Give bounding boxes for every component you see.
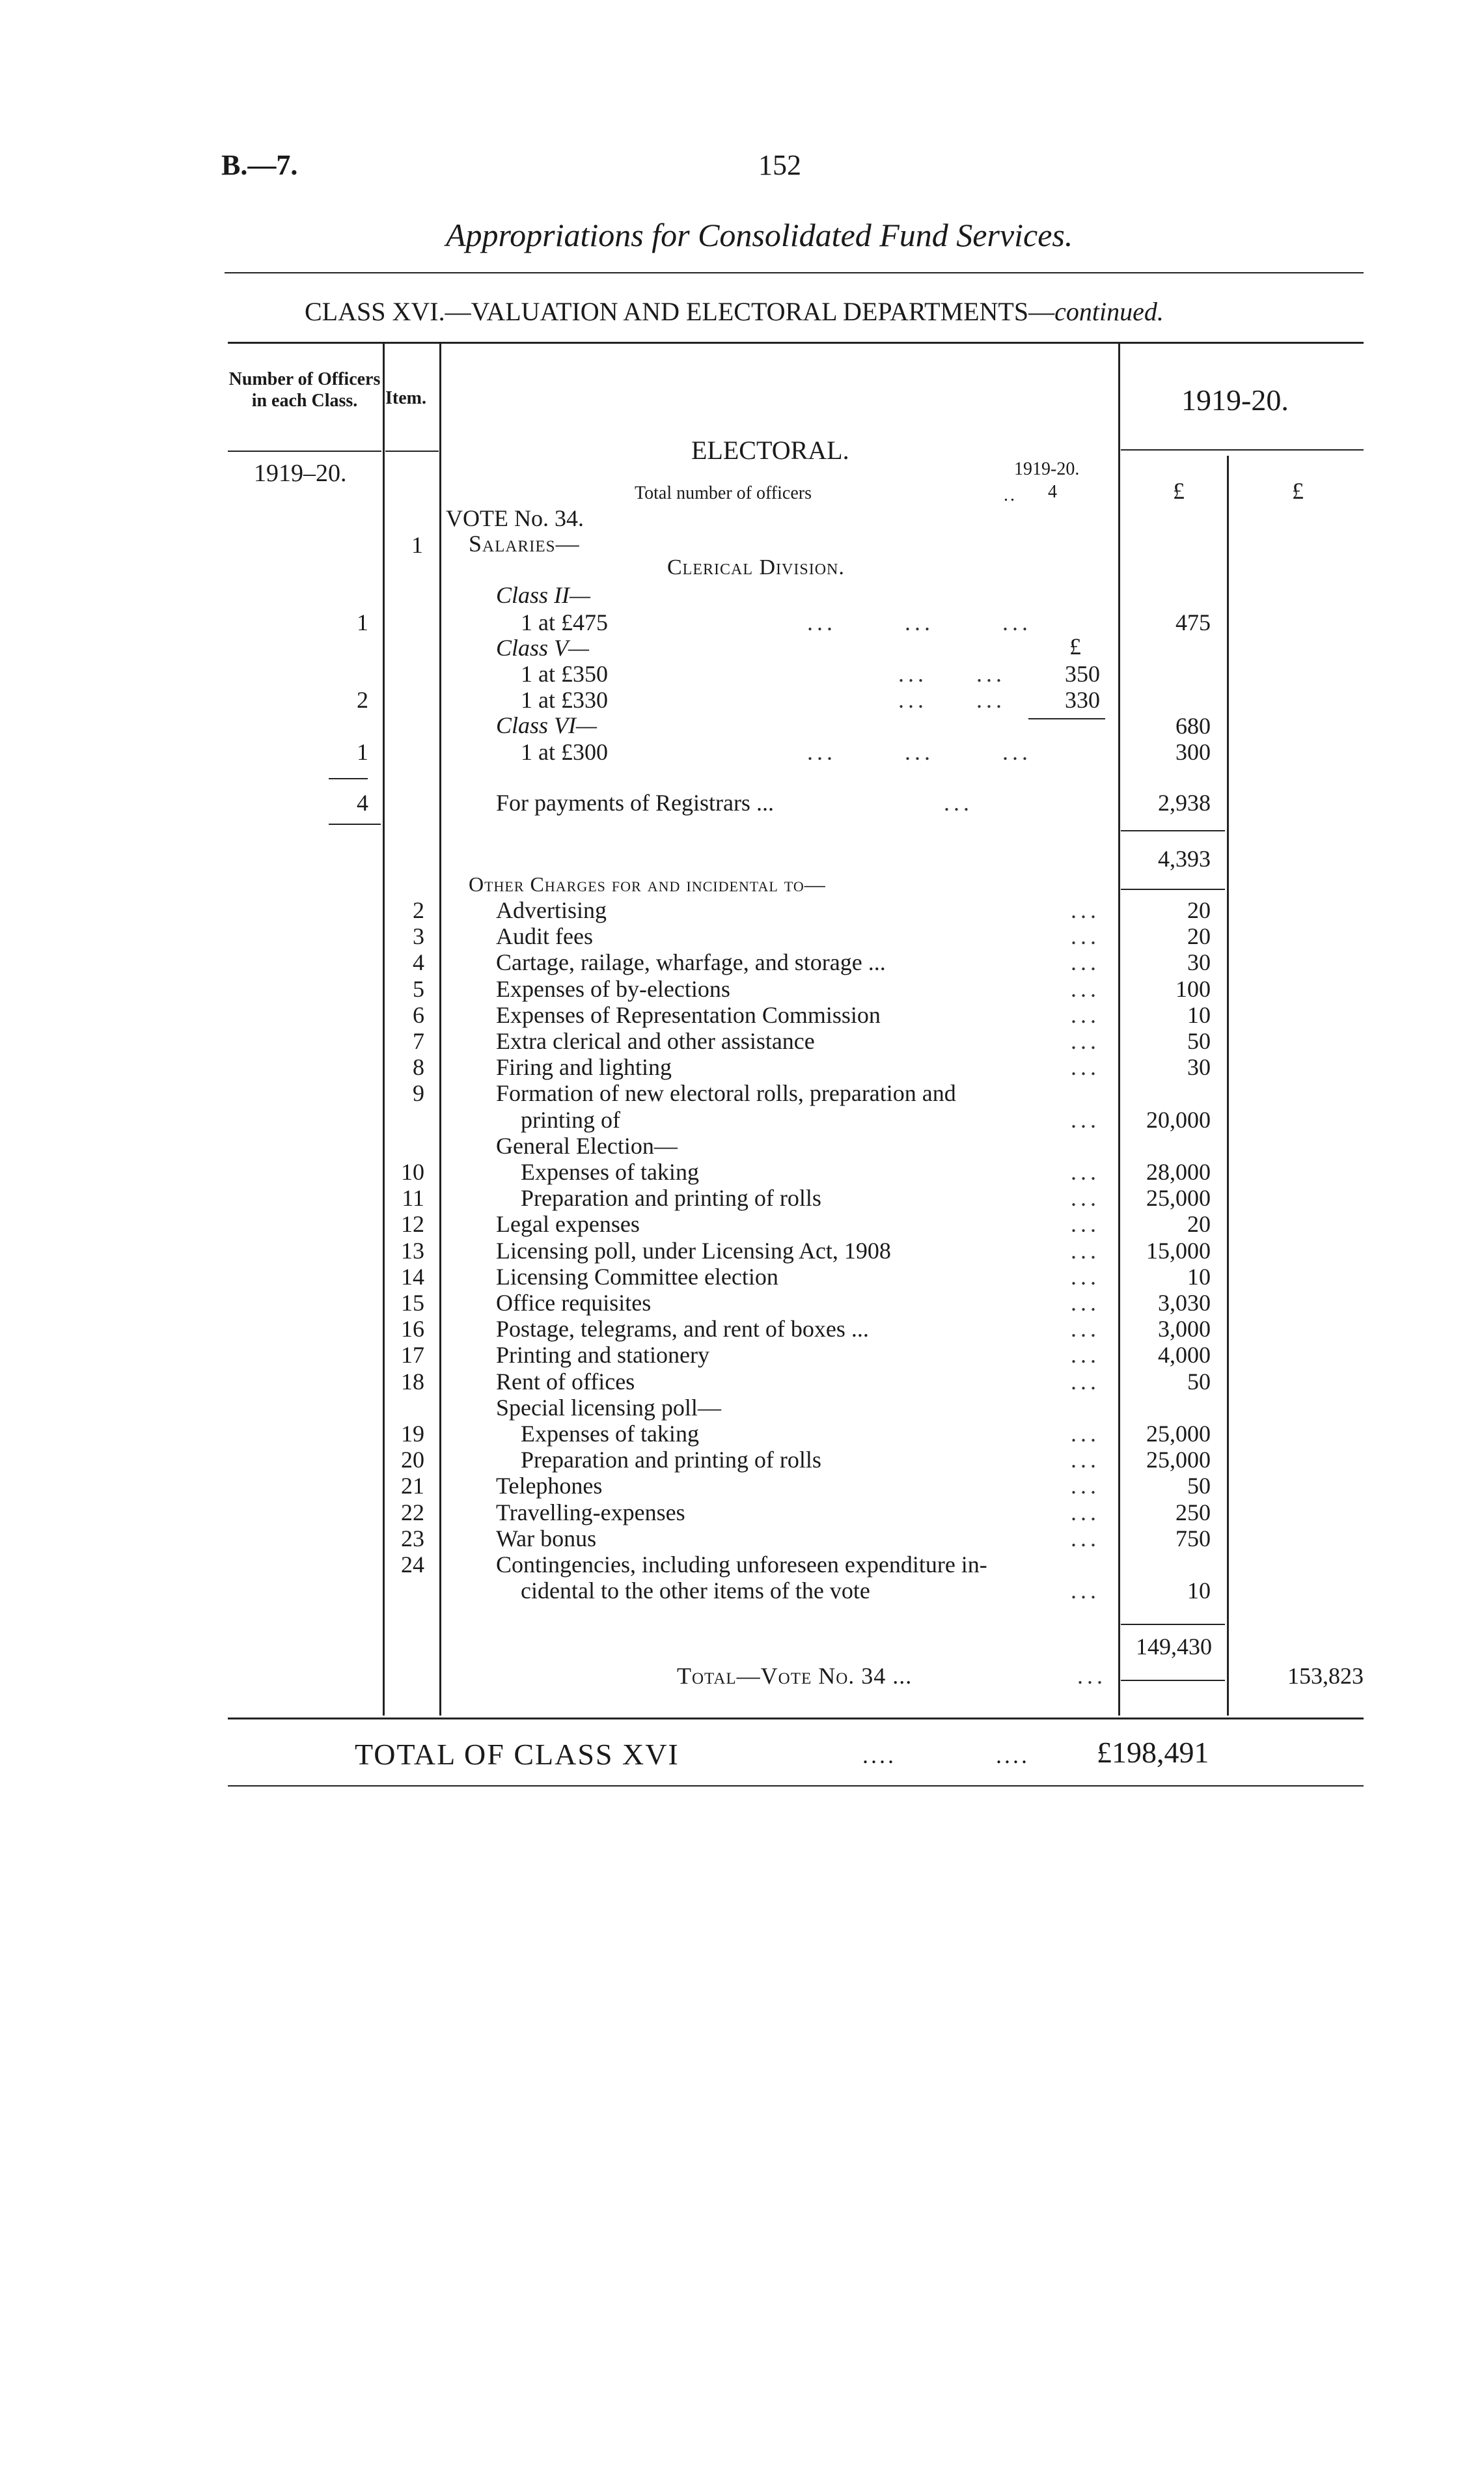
- charge-label: Preparation and printing of rolls: [521, 1447, 821, 1473]
- salaries-total-rule: [1121, 830, 1225, 831]
- leader-dots: ... ... ...: [807, 609, 1032, 635]
- salaries-label: Salaries—: [469, 531, 580, 557]
- class5-total: 680: [1175, 713, 1211, 739]
- leader-dots: ...: [1071, 1238, 1100, 1264]
- class5-rate-a: 1 at £350: [521, 661, 608, 687]
- charge-value: 30: [1187, 1054, 1211, 1080]
- charge-label: Advertising: [496, 897, 607, 923]
- charge-value: 10: [1187, 1002, 1211, 1028]
- officers-header-rule: [228, 451, 381, 452]
- leader-dots: ...: [1077, 1663, 1106, 1689]
- charge-label: General Election—: [496, 1133, 678, 1159]
- charges-start-rule: [1121, 889, 1225, 890]
- year-column-header: 1919-20.: [1181, 383, 1289, 417]
- class-title-suffix: continued.: [1054, 297, 1164, 326]
- page-bottom-rule: [228, 1785, 1364, 1787]
- leader-dots: ...: [1071, 1421, 1100, 1447]
- charge-label: Special licensing poll—: [496, 1395, 721, 1421]
- officers-total-rule: [329, 824, 381, 825]
- vote-total-rule: [1121, 1680, 1225, 1681]
- table-top-rule: [228, 342, 1364, 344]
- charge-value: 50: [1187, 1369, 1211, 1395]
- class2-label: Class II—: [496, 582, 591, 608]
- charge-label: Expenses of taking: [521, 1159, 699, 1185]
- charge-item-number: 19: [401, 1421, 424, 1447]
- leader-dots: ...: [1071, 1369, 1100, 1395]
- charge-label: Audit fees: [496, 923, 593, 949]
- table-bottom-rule: [228, 1718, 1364, 1719]
- leader-dots: ...: [944, 790, 973, 816]
- leader-dots: ...: [1071, 1342, 1100, 1368]
- item-header-rule: [385, 451, 439, 452]
- total-officers-value: 4: [1048, 482, 1057, 502]
- salaries-item: 1: [411, 532, 423, 558]
- officers-year: 1919–20.: [254, 460, 347, 487]
- vote-title: VOTE No. 34.: [446, 505, 584, 531]
- charges-total: 149,430: [1136, 1634, 1212, 1660]
- charge-item-number: 18: [401, 1369, 424, 1395]
- leader-dots: ...: [1071, 1499, 1100, 1525]
- charge-value: 28,000: [1146, 1159, 1211, 1185]
- charge-value: 30: [1187, 949, 1211, 975]
- charge-item-number: 22: [401, 1499, 424, 1525]
- class-total-dots: ....: [996, 1742, 1030, 1768]
- charge-value: 20,000: [1146, 1107, 1211, 1133]
- year-header-rule: [1121, 449, 1364, 451]
- class-total-dots: ....: [862, 1742, 896, 1768]
- charge-item-number: 8: [413, 1054, 424, 1080]
- charge-label: cidental to the other items of the vote: [521, 1578, 870, 1604]
- charge-label: Expenses of Representation Commission: [496, 1002, 881, 1028]
- leader-dots: ...: [1071, 949, 1100, 975]
- leader-dots: ...: [1071, 1211, 1100, 1237]
- leader-dots: ...: [1071, 1473, 1100, 1499]
- charge-item-number: 15: [401, 1290, 424, 1316]
- charge-value: 3,000: [1158, 1316, 1211, 1342]
- charge-value: 3,030: [1158, 1290, 1211, 1316]
- class6-rate: 1 at £300: [521, 739, 608, 765]
- page-ref: B.—7.: [221, 149, 298, 181]
- officers-total: 4: [357, 790, 368, 816]
- charge-label: Firing and lighting: [496, 1054, 672, 1080]
- charge-value: 10: [1187, 1264, 1211, 1290]
- charge-label: Rent of offices: [496, 1369, 635, 1395]
- leader-dots: ...: [1071, 1002, 1100, 1028]
- officers-total-rule: [329, 778, 368, 779]
- charge-label: Postage, telegrams, and rent of boxes ...: [496, 1316, 869, 1342]
- charge-value: 4,000: [1158, 1342, 1211, 1368]
- charge-item-number: 11: [402, 1185, 424, 1211]
- class5-value-a: 350: [1065, 661, 1100, 687]
- charge-label: Contingencies, including unforeseen expenditure in-: [496, 1551, 987, 1578]
- charge-item-number: 16: [401, 1316, 424, 1342]
- charge-label: Expenses of taking: [521, 1421, 699, 1447]
- division-label: Clerical Division.: [667, 555, 845, 579]
- class2-value: 475: [1175, 609, 1211, 635]
- col-divider-amount: [1118, 342, 1120, 1716]
- class-title-text: CLASS XVI.—VALUATION AND ELECTORAL DEPARTMENTS—: [305, 297, 1055, 326]
- leader-dots: ...: [1071, 1447, 1100, 1473]
- total-officers-year: 1919-20.: [1014, 459, 1080, 479]
- page-heading: Appropriations for Consolidated Fund Services.: [446, 217, 1073, 253]
- total-officers-label: Total number of officers: [635, 483, 812, 503]
- class6-value: 300: [1175, 739, 1211, 765]
- class5-rate-b: 1 at £330: [521, 687, 608, 713]
- leader-dots: ...: [1071, 1028, 1100, 1054]
- item-column-header: Item.: [385, 388, 426, 408]
- class5-pound: £: [1069, 633, 1081, 660]
- charge-item-number: 7: [413, 1028, 424, 1054]
- charge-item-number: 12: [401, 1211, 424, 1237]
- class5-label: Class V—: [496, 635, 590, 661]
- charge-value: 25,000: [1146, 1185, 1211, 1211]
- charges-total-rule: [1121, 1624, 1225, 1625]
- charge-label: Licensing Committee election: [496, 1264, 778, 1290]
- leader-dots: ... ...: [898, 661, 1006, 687]
- col-divider-total: [1227, 456, 1229, 1716]
- charge-value: 25,000: [1146, 1421, 1211, 1447]
- charge-label: Legal expenses: [496, 1211, 640, 1237]
- charge-value: 15,000: [1146, 1238, 1211, 1264]
- class-total: £198,491: [1097, 1736, 1209, 1769]
- charge-item-number: 5: [413, 976, 424, 1002]
- class6-officers: 1: [357, 739, 368, 765]
- class2-rate: 1 at £475: [521, 609, 608, 635]
- charge-value: 50: [1187, 1473, 1211, 1499]
- charge-item-number: 21: [401, 1473, 424, 1499]
- leader-dots: ... ...: [898, 687, 1006, 713]
- subtotal-rule: [1028, 718, 1105, 719]
- charge-value: 50: [1187, 1028, 1211, 1054]
- charge-item-number: 4: [413, 949, 424, 975]
- leader-dots: ...: [1071, 1107, 1100, 1133]
- leader-dots: ... ... ...: [807, 739, 1032, 765]
- section-title: ELECTORAL.: [691, 436, 849, 465]
- officers-column-header: Number of Officers in each Class.: [228, 369, 381, 411]
- charge-label: War bonus: [496, 1525, 597, 1551]
- leader-dots: ...: [1071, 1185, 1100, 1211]
- charge-item-number: 24: [401, 1551, 424, 1578]
- class6-label: Class VI—: [496, 712, 598, 738]
- charge-item-number: 14: [401, 1264, 424, 1290]
- charge-value: 25,000: [1146, 1447, 1211, 1473]
- leader-dots: ...: [1071, 976, 1100, 1002]
- charge-item-number: 20: [401, 1447, 424, 1473]
- charge-item-number: 9: [413, 1080, 424, 1106]
- charge-value: 20: [1187, 923, 1211, 949]
- class5-officers: 2: [357, 687, 368, 713]
- page-number: 152: [758, 149, 801, 181]
- leader-dots: ...: [1071, 923, 1100, 949]
- divider: [225, 272, 1364, 273]
- charge-value: 20: [1187, 1211, 1211, 1237]
- pound-symbol-amount: £: [1173, 478, 1185, 504]
- leader-dots: ...: [1071, 1290, 1100, 1316]
- other-charges-label: Other Charges for and incidental to—: [469, 872, 826, 896]
- registrars-value: 2,938: [1158, 790, 1211, 816]
- charge-item-number: 13: [401, 1238, 424, 1264]
- leader-dots: ...: [1071, 1054, 1100, 1080]
- charge-label: Office requisites: [496, 1290, 652, 1316]
- charge-value: 10: [1187, 1578, 1211, 1604]
- charge-item-number: 2: [413, 897, 424, 923]
- charge-value: 20: [1187, 897, 1211, 923]
- leader-dots: ...: [1071, 1264, 1100, 1290]
- leader-dots: ...: [1071, 1316, 1100, 1342]
- salaries-total: 4,393: [1158, 846, 1211, 872]
- charge-value: 750: [1175, 1525, 1211, 1551]
- charge-label: Cartage, railage, wharfage, and storage ...: [496, 949, 886, 975]
- charge-label: Printing and stationery: [496, 1342, 709, 1368]
- charge-item-number: 10: [401, 1159, 424, 1185]
- pound-symbol-total: £: [1292, 478, 1304, 504]
- charge-label: Telephones: [496, 1473, 603, 1499]
- class-total-label: TOTAL OF CLASS XVI: [355, 1738, 680, 1771]
- vote-total-label: Total—Vote No. 34 ...: [677, 1663, 913, 1689]
- leader-dots: ...: [1071, 897, 1100, 923]
- registrars-label: For payments of Registrars ...: [496, 790, 774, 816]
- class5-value-b: 330: [1065, 687, 1100, 713]
- class-title: [305, 296, 1164, 327]
- charge-value: 250: [1175, 1499, 1211, 1525]
- charge-item-number: 17: [401, 1342, 424, 1368]
- charge-label: Expenses of by-elections: [496, 976, 730, 1002]
- charge-item-number: 3: [413, 923, 424, 949]
- leader-dots: ...: [1071, 1525, 1100, 1551]
- total-officers-dots: ..: [1004, 485, 1017, 505]
- charge-label: Travelling-expenses: [496, 1499, 685, 1525]
- vote-total: 153,823: [1287, 1663, 1364, 1689]
- charge-item-number: 23: [401, 1525, 424, 1551]
- col-divider-item: [439, 342, 441, 1716]
- class2-officers: 1: [357, 609, 368, 635]
- leader-dots: ...: [1071, 1578, 1100, 1604]
- charge-label: Licensing poll, under Licensing Act, 1908: [496, 1238, 891, 1264]
- charge-label: Formation of new electoral rolls, preparation and: [496, 1080, 956, 1106]
- charge-label: printing of: [521, 1107, 620, 1133]
- leader-dots: ...: [1071, 1159, 1100, 1185]
- charge-value: 100: [1175, 976, 1211, 1002]
- charge-label: Extra clerical and other assistance: [496, 1028, 815, 1054]
- charge-item-number: 6: [413, 1002, 424, 1028]
- charge-label: Preparation and printing of rolls: [521, 1185, 821, 1211]
